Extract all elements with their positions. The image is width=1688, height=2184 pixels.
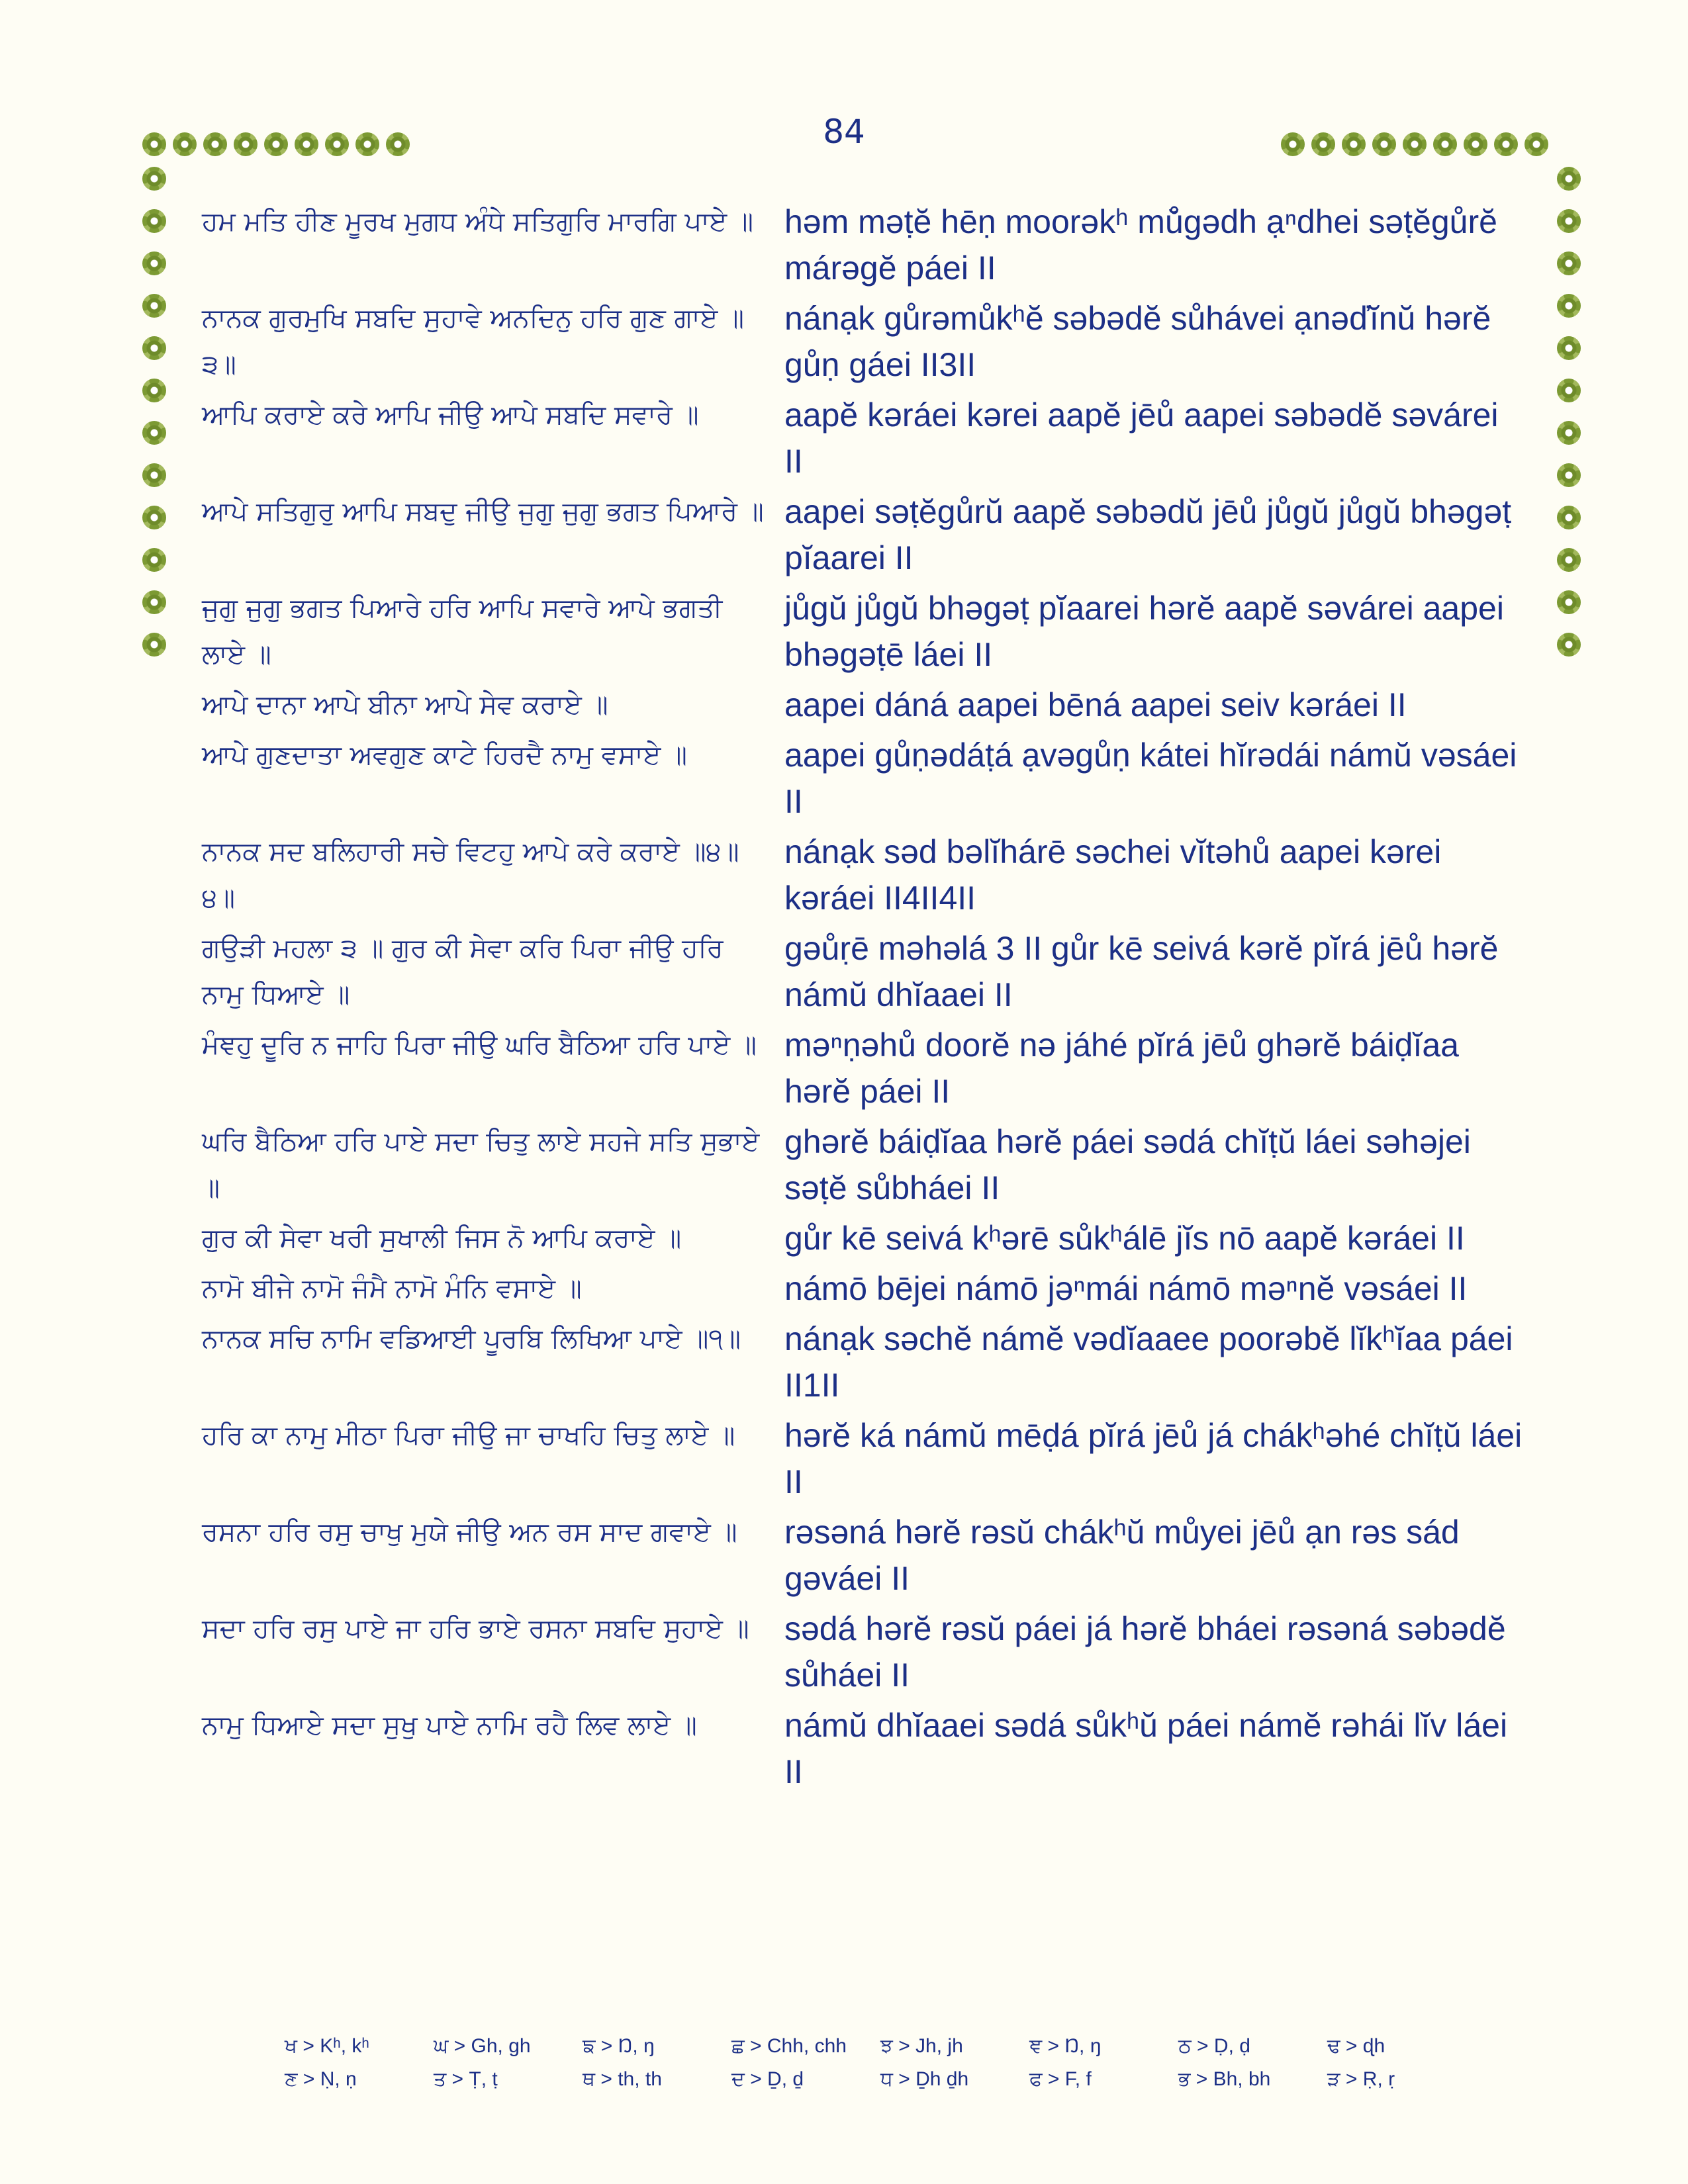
flower-icon [142,209,166,233]
left-flower-border [142,167,166,675]
gurmukhi-text: ਗੁਰ ਕੀ ਸੇਵਾ ਖਰੀ ਸੁਖਾਲੀ ਜਿਸ ਨੋ ਆਪਿ ਕਰਾਏ ॥ [202,1223,682,1253]
legend-item: ਙ > Ŋ, ŋ [583,2035,655,2057]
flower-icon [295,132,318,156]
verse-row [202,1316,1526,1408]
legend-item: ਠ > Ḍ, ḍ [1178,2035,1250,2057]
legend-row [285,2035,1476,2068]
flower-icon [142,590,166,614]
verse-row [202,488,1526,581]
verse-row [202,1265,1526,1312]
gurmukhi-text: ਨਾਮੋ ਬੀਜੇ ਨਾਮੋ ਜੰਮੈ ਨਾਮੋ ਮੰਨਿ ਵਸਾਏ ॥ [202,1273,582,1304]
gurmukhi-text: ਨਾਮੁ ਧਿਆਏ ਸਦਾ ਸੁਖੁ ਪਾਏ ਨਾਮਿ ਰਹੈ ਲਿਵ ਲਾਏ ॥ [202,1710,697,1741]
flower-icon [142,167,166,191]
page-number: 84 [823,113,865,151]
flower-icon [1557,294,1581,318]
gurmukhi-text: ਸਦਾ ਹਰਿ ਰਸੁ ਪਾਏ ਜਾ ਹਰਿ ਭਾਏ ਰਸਨਾ ਸਬਦਿ ਸੁਹਾਏ ॥ [202,1614,749,1644]
flower-icon [1557,379,1581,402]
transliteration-text: aapei gůṇədáṭá ạvəgůṇ kátei hĭrədái námŭ vəsáei II [784,737,1517,820]
legend-row [285,2068,1476,2101]
flower-icon [1372,132,1396,156]
gurmukhi-text: ਜੁਗੁ ਜੁਗੁ ਭਗਤ ਪਿਆਰੇ ਹਰਿ ਆਪਿ ਸਵਾਰੇ ਆਪੇ ਭਗਤੀ ਲਾਏ ॥ [202,593,723,670]
flower-icon [1557,209,1581,233]
verse-row [202,829,1526,921]
flower-icon [1342,132,1366,156]
verse-row [202,1412,1526,1505]
flower-icon [1557,336,1581,360]
gurmukhi-text: ਆਪੇ ਸਤਿਗੁਰੁ ਆਪਿ ਸਬਦੁ ਜੀਉ ਜੁਗੁ ਜੁਗੁ ਭਗਤ ਪਿਆਰੇ ॥ [202,496,764,527]
legend-item: ਤ > Ṭ, ṭ [434,2068,498,2090]
verse-row [202,295,1526,388]
flower-icon [386,132,410,156]
transliteration-text: nánạk səchĕ námĕ vədĭaaee poorəbĕ lĭkʰĭaa páei II1II [784,1320,1513,1404]
verse-list [202,199,1526,1799]
gurmukhi-text: ਹਰਿ ਕਾ ਨਾਮੁ ਮੀਠਾ ਪਿਰਾ ਜੀਉ ਜਾ ਚਾਖਹਿ ਚਿਤੁ ਲਾਏ ॥ [202,1420,735,1451]
flower-icon [1557,506,1581,529]
legend-item: ਫ > F, f [1029,2068,1092,2090]
verse-row [202,1022,1526,1115]
legend-item: ਣ > Ṇ, ṇ [285,2068,357,2090]
flower-icon [355,132,379,156]
flower-icon [142,251,166,275]
legend-item: ਞ > Ŋ, ŋ [1029,2035,1102,2057]
verse-row [202,392,1526,484]
gurmukhi-text: ਹਮ ਮਤਿ ਹੀਣ ਮੂਰਖ ਮੁਗਧ ਅੰਧੇ ਸਤਿਗੁਰਿ ਮਾਰਗਿ ਪਾਏ ॥ [202,206,753,237]
verse-row [202,585,1526,678]
flower-icon [1557,590,1581,614]
transliteration-text: gəůṛē məhəlá 3 II gůr kē seivá kərĕ pĭrá jēů hərĕ námŭ dhĭaaei II [784,930,1499,1013]
gurmukhi-text: ਨਾਨਕ ਸਚਿ ਨਾਮਿ ਵਡਿਆਈ ਪੂਰਬਿ ਲਿਖਿਆ ਪਾਏ ॥੧॥ [202,1324,741,1354]
transliteration-text: nánạk səd bəlĭhárē səchei vĭtəhů aapei kərei kəráei II4II4II [784,833,1442,917]
flower-icon [203,132,227,156]
transliteration-text: námō bējei námō jəⁿmái námō məⁿnĕ vəsáei II [784,1270,1468,1307]
gurmukhi-text: ਆਪੇ ਦਾਨਾ ਆਪੇ ਬੀਨਾ ਆਪੇ ਸੇਵ ਕਰਾਏ ॥ [202,690,608,720]
flower-icon [142,421,166,445]
flower-icon [264,132,288,156]
flower-icon [142,336,166,360]
flower-icon [142,506,166,529]
transliteration-text: gůr kē seivá kʰərē sůkʰálē jĭs nō aapĕ kəráei II [784,1220,1465,1257]
transliteration-text: rəsəná hərĕ rəsŭ chákʰŭ můyei jēů ạn rəs sád gəváei II [784,1514,1460,1597]
flower-icon [1524,132,1548,156]
gurmukhi-text: ਰਸਨਾ ਹਰਿ ਰਸੁ ਚਾਖੁ ਮੁਯੇ ਜੀਉ ਅਨ ਰਸ ਸਾਦ ਗਵਾਏ ॥ [202,1517,737,1547]
flower-icon [325,132,349,156]
verse-row [202,732,1526,825]
flower-icon [1557,167,1581,191]
verse-row [202,199,1526,291]
right-flower-border [1557,167,1581,675]
top-right-flower-border [1281,132,1555,156]
transliteration-text: námŭ dhĭaaei sədá sůkʰŭ páei námĕ rəhái lĭv láei II [784,1707,1508,1790]
transliteration-legend [285,2035,1476,2101]
flower-icon [173,132,197,156]
gurmukhi-text: ਆਪਿ ਕਰਾਏ ਕਰੇ ਆਪਿ ਜੀਉ ਆਪੇ ਸਬਦਿ ਸਵਾਰੇ ॥ [202,400,699,430]
gurmukhi-text: ਆਪੇ ਗੁਣਦਾਤਾ ਅਵਗੁਣ ਕਾਟੇ ਹਿਰਦੈ ਨਾਮੁ ਵਸਾਏ ॥ [202,740,688,770]
verse-row [202,1215,1526,1261]
flower-icon [1557,548,1581,572]
transliteration-text: məⁿṇəhů doorĕ nə jáhé pĭrá jēů ghərĕ báiḍĭaa hərĕ páei II [784,1026,1459,1110]
flower-icon [142,294,166,318]
flower-icon [1311,132,1335,156]
legend-item: ਝ > Jh, jh [880,2035,963,2057]
gurmukhi-text: ਨਾਨਕ ਸਦ ਬਲਿਹਾਰੀ ਸਚੇ ਵਿਟਹੁ ਆਪੇ ਕਰੇ ਕਰਾਏ ॥੪॥੪॥ [202,837,739,913]
gurmukhi-text: ਮੰਞਹੁ ਦੂਰਿ ਨ ਜਾਹਿ ਪਿਰਾ ਜੀਉ ਘਰਿ ਬੈਠਿਆ ਹਰਿ ਪਾਏ ॥ [202,1030,757,1060]
transliteration-text: həm məṭĕ hēṇ moorəkʰ mů̆gədh ạⁿdhei səṭĕgůrĕ márəgĕ páei II [784,203,1497,287]
verse-row [202,682,1526,728]
legend-item: ਦ > Ḏ, ḏ [731,2068,804,2090]
flower-icon [1464,132,1487,156]
legend-item: ਭ > Bh, bh [1178,2068,1271,2090]
flower-icon [1557,421,1581,445]
flower-icon [142,548,166,572]
flower-icon [142,132,166,156]
gurmukhi-text: ਗਉੜੀ ਮਹਲਾ ੩ ॥ ਗੁਰ ਕੀ ਸੇਵਾ ਕਰਿ ਪਿਰਾ ਜੀਉ ਹਰਿ ਨਾਮੁ ਧਿਆਏ ॥ [202,933,724,1010]
verse-row [202,1702,1526,1795]
transliteration-text: sədá hərĕ rəsŭ páei já hərĕ bháei rəsəná səbədĕ sůháei II [784,1610,1506,1694]
transliteration-text: aapei dáná aapei bēná aapei seiv kəráei II [784,686,1407,723]
verse-row [202,925,1526,1018]
legend-item: ਥ > th, th [583,2068,662,2090]
legend-item: ਧ > Ḏh ḏh [880,2068,969,2090]
verse-row [202,1509,1526,1602]
legend-item: ਛ > Chh, chh [731,2035,847,2057]
transliteration-text: ghərĕ báiḍĭaa hərĕ páei sədá chĭṭŭ láei səhəjei səṭĕ sůbháei II [784,1123,1471,1206]
transliteration-text: aapĕ kəráei kərei aapĕ jēů aapei səbədĕ səvárei II [784,396,1499,480]
legend-item: ਢ > ɖh [1327,2035,1385,2057]
verse-row [202,1606,1526,1698]
transliteration-text: jůgŭ jůgŭ bhəgəṭ pĭaarei hərĕ aapĕ səvárei aapei bhəgəṭē láei II [784,590,1504,673]
flower-icon [142,463,166,487]
gurmukhi-text: ਨਾਨਕ ਗੁਰਮੁਖਿ ਸਬਦਿ ਸੁਹਾਵੇ ਅਨਦਿਨੁ ਹਰਿ ਗੁਣ ਗਾਏ ॥੩॥ [202,303,744,380]
flower-icon [234,132,258,156]
flower-icon [1281,132,1305,156]
gurmukhi-text: ਘਰਿ ਬੈਠਿਆ ਹਰਿ ਪਾਏ ਸਦਾ ਚਿਤੁ ਲਾਏ ਸਹਜੇ ਸਤਿ ਸੁਭਾਏ ॥ [202,1126,760,1203]
flower-icon [1557,251,1581,275]
legend-item: ਘ > Gh, gh [434,2035,531,2057]
flower-icon [1494,132,1518,156]
top-left-flower-border [142,132,416,156]
transliteration-text: nánạk gůrəmůkʰĕ səbədĕ sůhávei ạnəďĭnŭ hərĕ gůṇ gáei II3II [784,300,1491,383]
transliteration-text: aapei səṭĕgůrŭ aapĕ səbədŭ jēů jůgŭ jůgŭ bhəgəṭ pĭaarei II [784,493,1512,576]
verse-row [202,1118,1526,1211]
flower-icon [1403,132,1427,156]
legend-item: ਖ > Kʰ, kʰ [285,2035,369,2057]
transliteration-text: hərĕ ká námŭ mēḍá pĭrá jēů já chákʰəhé chĭṭŭ láei II [784,1417,1523,1500]
flower-icon [1433,132,1457,156]
flower-icon [1557,633,1581,657]
flower-icon [142,633,166,657]
legend-item: ੜ > Ṛ, ṛ [1327,2068,1395,2090]
flower-icon [1557,463,1581,487]
flower-icon [142,379,166,402]
